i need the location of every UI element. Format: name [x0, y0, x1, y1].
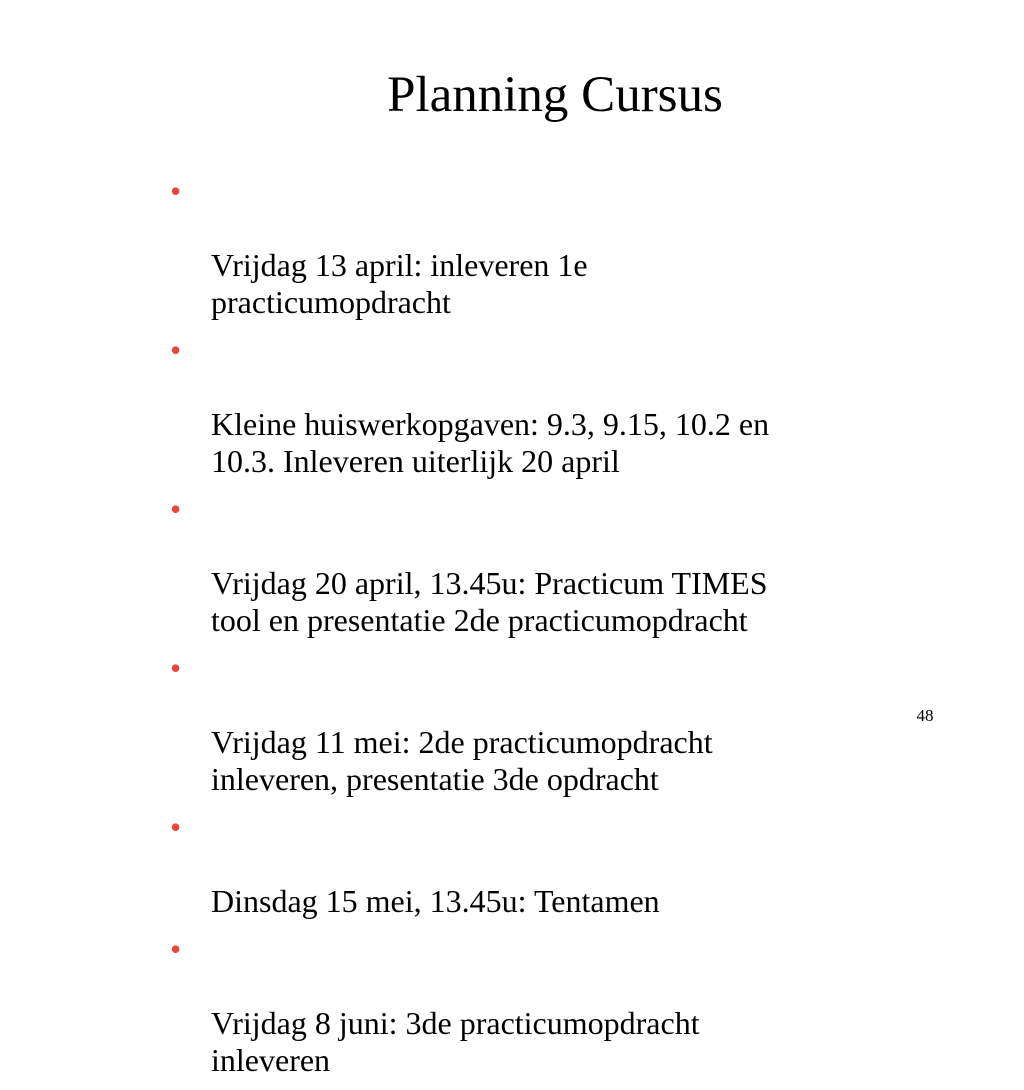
- bullet-item: [170, 332, 930, 480]
- page-number: 48: [916, 706, 934, 725]
- bullet-text: Vrijdag 8 juni: 3de practicumopdracht inleveren: [211, 1005, 700, 1078]
- bullet-icon: •: [170, 173, 182, 209]
- bullet-item: [170, 809, 930, 920]
- slide-title: Planning Cursus: [387, 67, 723, 123]
- bullet-text: Dinsdag 15 mei, 13.45u: Tentamen: [211, 883, 660, 919]
- bullet-icon: •: [170, 931, 182, 967]
- bullet-text: Vrijdag 11 mei: 2de practicumopdracht inleveren, presentatie 3de opdracht: [211, 724, 713, 797]
- bullet-item: [170, 931, 930, 1079]
- bullet-icon: •: [170, 650, 182, 686]
- bullet-icon: •: [170, 332, 182, 368]
- bullet-icon: •: [170, 809, 182, 845]
- bullet-text: Vrijdag 20 april, 13.45u: Practicum TIMES tool en presentatie 2de practicumopdracht: [211, 565, 768, 638]
- bullet-item: [170, 173, 930, 321]
- bullet-icon: •: [170, 491, 182, 527]
- bullet-list: [170, 173, 930, 1090]
- bullet-text: Vrijdag 13 april: inleveren 1e practicumopdracht: [211, 247, 588, 320]
- bullet-item: [170, 491, 930, 639]
- bullet-text: Kleine huiswerkopgaven: 9.3, 9.15, 10.2 en 10.3. Inleveren uiterlijk 20 april: [211, 406, 770, 479]
- bullet-item: [170, 650, 930, 798]
